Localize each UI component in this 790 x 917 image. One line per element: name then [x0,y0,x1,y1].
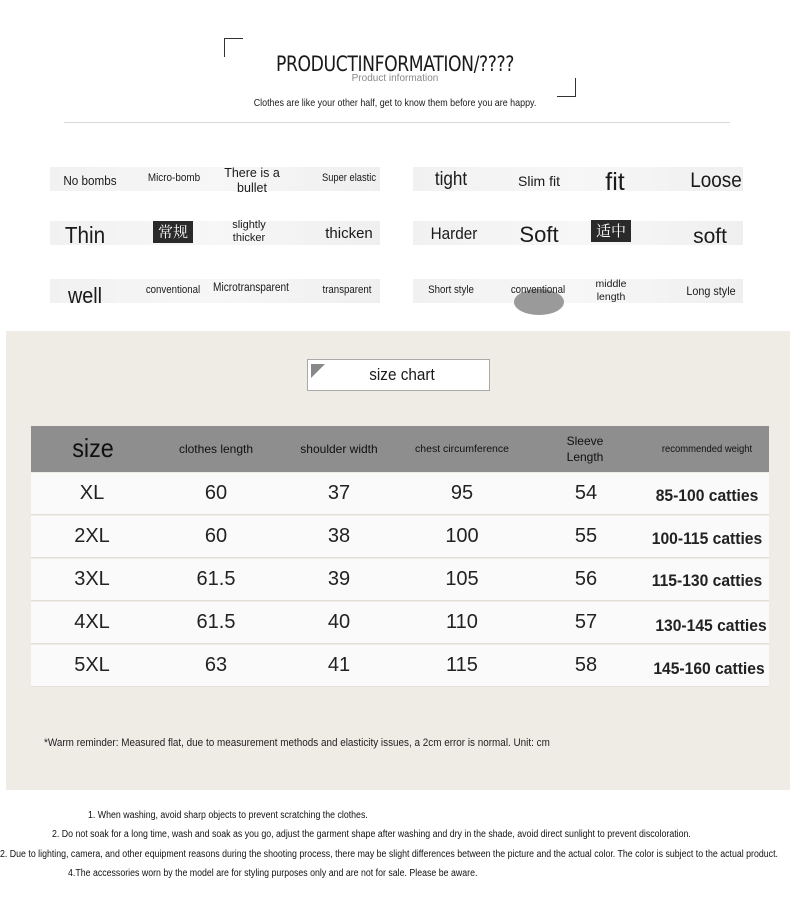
attribute-option: Soft [519,221,559,247]
table-cell: 61.5 [196,568,236,590]
table-cell: 56 [574,568,598,590]
attribute-option: Harder [430,223,478,243]
table-cell: 115 [446,654,478,676]
attribute-option: tight [434,168,468,190]
table-cell-weight: 130-145 catties [655,615,767,635]
attribute-option-selected [588,219,634,243]
table-cell: 54 [574,482,598,504]
attribute-option: slightly thicker [232,218,266,244]
column-header: shoulder width [300,441,378,456]
attribute-option: There is a bullet [224,166,280,195]
table-cell-size: 2XL [74,525,110,547]
table-cell-size: 4XL [74,611,110,633]
header-divider [64,122,730,123]
attribute-option: thicken [325,225,373,242]
attribute-option: Slim fit [518,172,560,189]
table-cell-size: XL [79,482,105,504]
attribute-option: well [67,282,103,308]
selected-badge: 适中 [591,220,631,242]
attribute-option: conventional [510,284,566,297]
care-note: 2. Do not soak for a long time, wash and soak as you go, adjust the garment shape after washing and dry in the shade, avoid direct sunlight to prevent discoloration. [52,829,691,840]
table-cell: 100 [445,525,479,547]
care-note: 1. When washing, avoid sharp objects to prevent scratching the clothes. [88,810,368,821]
table-cell: 105 [445,568,479,590]
table-cell: 58 [574,654,598,676]
page-subtitle: Product information [351,73,439,84]
table-cell: 40 [327,611,351,633]
attribute-option: Super elastic [321,172,377,185]
table-cell-weight: 145-160 catties [653,658,765,678]
attribute-option: soft [693,225,727,249]
attribute-option: Loose [690,169,742,193]
attribute-option: transparent [322,284,372,297]
table-cell: 60 [204,482,228,504]
care-note: 4.The accessories worn by the model are for styling purposes only and are not for sale. Please be aware. [68,868,478,879]
attribute-option: Micro-bomb [147,172,201,185]
attribute-option: No bombs [63,173,117,189]
table-cell: 61.5 [196,611,236,633]
attribute-option: conventional [145,284,201,297]
table-cell: 37 [327,482,351,504]
table-cell-weight: 115-130 catties [651,570,763,590]
attribute-option: Short style [428,284,474,297]
attribute-option: Long style [686,283,736,298]
size-chart-title: size chart [369,365,435,384]
table-cell-weight: 100-115 catties [651,528,763,548]
tagline: Clothes are like your other half, get to know them before you are happy. [253,97,537,109]
column-header: chest circumference [415,442,509,455]
page-title: PRODUCTINFORMATION/???? [276,52,514,76]
table-cell: 57 [574,611,598,633]
table-cell-size: 3XL [74,568,110,590]
selected-badge: 常规 [153,221,193,243]
column-header: clothes length [178,441,254,456]
table-cell-weight: 85-100 catties [655,485,759,505]
table-cell: 41 [327,654,351,676]
table-cell-size: 5XL [74,654,110,676]
column-header: Sleeve Length [566,433,604,464]
attribute-option: Microtransparent [213,282,289,295]
attribute-option: fit [605,168,625,196]
table-cell: 60 [204,525,228,547]
table-cell: 55 [574,525,598,547]
table-cell: 63 [204,654,228,676]
table-cell: 38 [327,525,351,547]
attribute-option: middle length [595,278,627,303]
table-cell: 95 [450,482,474,504]
care-note: 2. Due to lighting, camera, and other equipment reasons during the shooting process, there may be slight differences between the picture and the actual color. The color is subject to the actual product. [0,849,778,860]
table-cell: 110 [446,611,478,633]
attribute-option-selected [150,220,196,244]
column-header: size [72,433,114,464]
column-header: recommended weight [661,442,753,455]
table-cell: 39 [327,568,351,590]
warm-reminder: *Warm reminder: Measured flat, due to measurement methods and elasticity issues, a 2cm error is normal. Unit: cm [44,737,550,749]
attribute-option: Thin [64,222,106,249]
